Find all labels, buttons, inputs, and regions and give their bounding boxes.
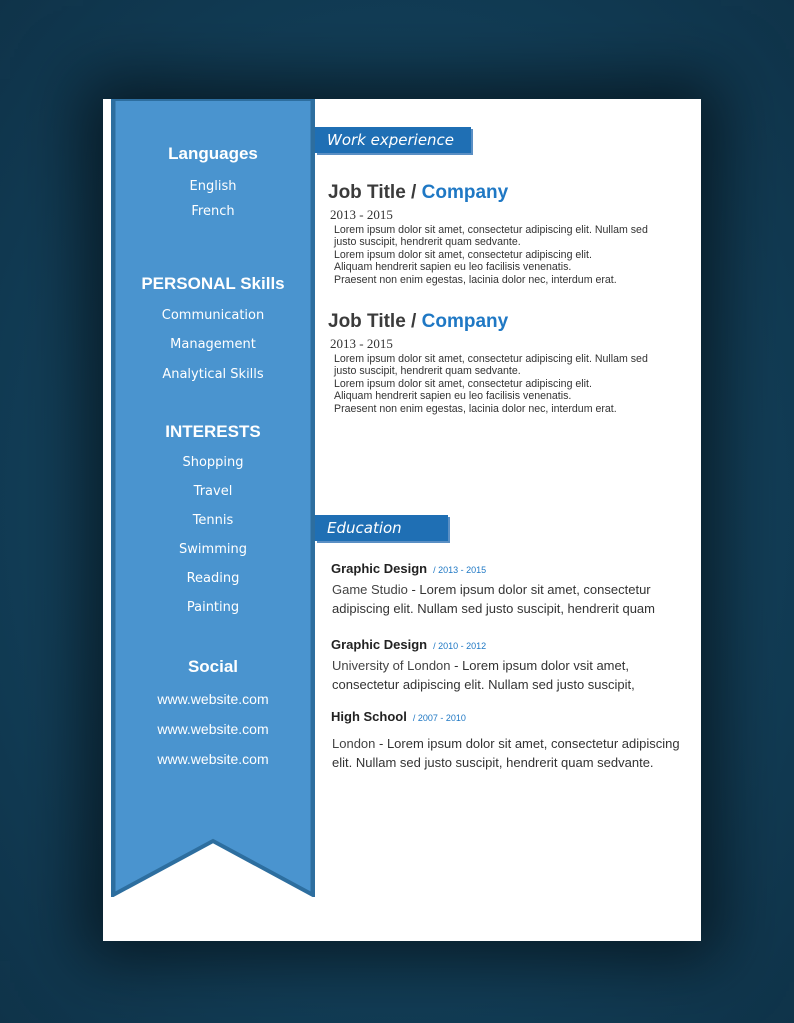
job-company: Company bbox=[421, 182, 509, 203]
education-text: - Lorem ipsum dolor sit amet, consectetur adipiscing elit. Nullam sed justo suscipit, hendrerit quam bbox=[332, 582, 655, 616]
education-title bbox=[331, 709, 466, 724]
education-title bbox=[331, 637, 486, 652]
education-title bbox=[331, 561, 486, 576]
skill-item: Management bbox=[170, 337, 256, 352]
education-text: - Lorem ipsum dolor vsit amet, consectetur adipiscing elit. Nullam sed justo suscipit, bbox=[332, 658, 635, 692]
job-description: Lorem ipsum dolor sit amet, consectetur adipiscing elit. Nullam sed justo suscipit, hendrerit quam sedvante. Lorem ipsum dolor sit amet, consectetur adipiscing elit. Aliquam hendrerit sapien eu leo facilisis venenatis. Praesent non enim egestas, lacinia dolor nec, interdum erat. bbox=[334, 353, 648, 415]
interest-item: Swimming bbox=[179, 542, 247, 557]
interest-item: Travel bbox=[193, 484, 233, 499]
job-dates: 2013 - 2015 bbox=[330, 207, 393, 222]
skills-heading: PERSONAL Skills bbox=[141, 274, 285, 293]
education-institution: London bbox=[332, 736, 376, 751]
education-description bbox=[332, 580, 692, 618]
education-description bbox=[332, 656, 692, 694]
language-item: French bbox=[191, 204, 235, 219]
job-title-separator: / bbox=[405, 311, 422, 332]
education-institution: Game Studio bbox=[332, 582, 408, 597]
interests-heading: INTERESTS bbox=[165, 422, 261, 441]
education-heading: Education bbox=[315, 515, 448, 541]
education-degree: High School bbox=[331, 709, 407, 724]
skill-item: Analytical Skills bbox=[162, 367, 264, 382]
education-years: / 2010 - 2012 bbox=[433, 641, 487, 651]
social-link[interactable]: www.website.com bbox=[157, 721, 269, 737]
work-experience-heading: Work experience bbox=[315, 127, 471, 153]
education-degree: Graphic Design bbox=[331, 637, 428, 652]
languages-heading: Languages bbox=[168, 144, 258, 163]
resume-page bbox=[103, 99, 701, 941]
skill-item: Communication bbox=[161, 308, 265, 323]
job-title bbox=[328, 311, 508, 333]
social-heading: Social bbox=[187, 657, 239, 676]
social-link[interactable]: www.website.com bbox=[157, 691, 269, 707]
education-degree: Graphic Design bbox=[331, 561, 428, 576]
education-years: / 2013 - 2015 bbox=[433, 565, 487, 575]
job-description: Lorem ipsum dolor sit amet, consectetur adipiscing elit. Nullam sed justo suscipit, hendrerit quam sedvante. Lorem ipsum dolor sit amet, consectetur adipiscing elit. Aliquam hendrerit sapien eu leo facilisis venenatis. Praesent non enim egestas, lacinia dolor nec, interdum erat. bbox=[334, 224, 648, 286]
social-link[interactable]: www.website.com bbox=[157, 751, 269, 767]
education-text: - Lorem ipsum dolor sit amet, consectetur adipiscing elit. Nullam sed justo suscipit, hendrerit quam sedvante. bbox=[332, 736, 680, 770]
job-title-text: Job Title bbox=[328, 182, 406, 203]
job-dates: 2013 - 2015 bbox=[330, 336, 393, 351]
job-title-separator: / bbox=[405, 182, 422, 203]
interest-item: Reading bbox=[186, 571, 240, 586]
education-institution: University of London bbox=[332, 658, 451, 673]
job-title bbox=[328, 182, 508, 204]
job-company: Company bbox=[421, 311, 509, 332]
interest-item: Shopping bbox=[182, 455, 244, 470]
interest-item: Painting bbox=[186, 600, 240, 615]
language-item: English bbox=[189, 179, 237, 194]
interest-item: Tennis bbox=[192, 513, 234, 528]
job-title-text: Job Title bbox=[328, 311, 406, 332]
education-years: / 2007 - 2010 bbox=[412, 713, 466, 723]
education-description bbox=[332, 734, 692, 772]
